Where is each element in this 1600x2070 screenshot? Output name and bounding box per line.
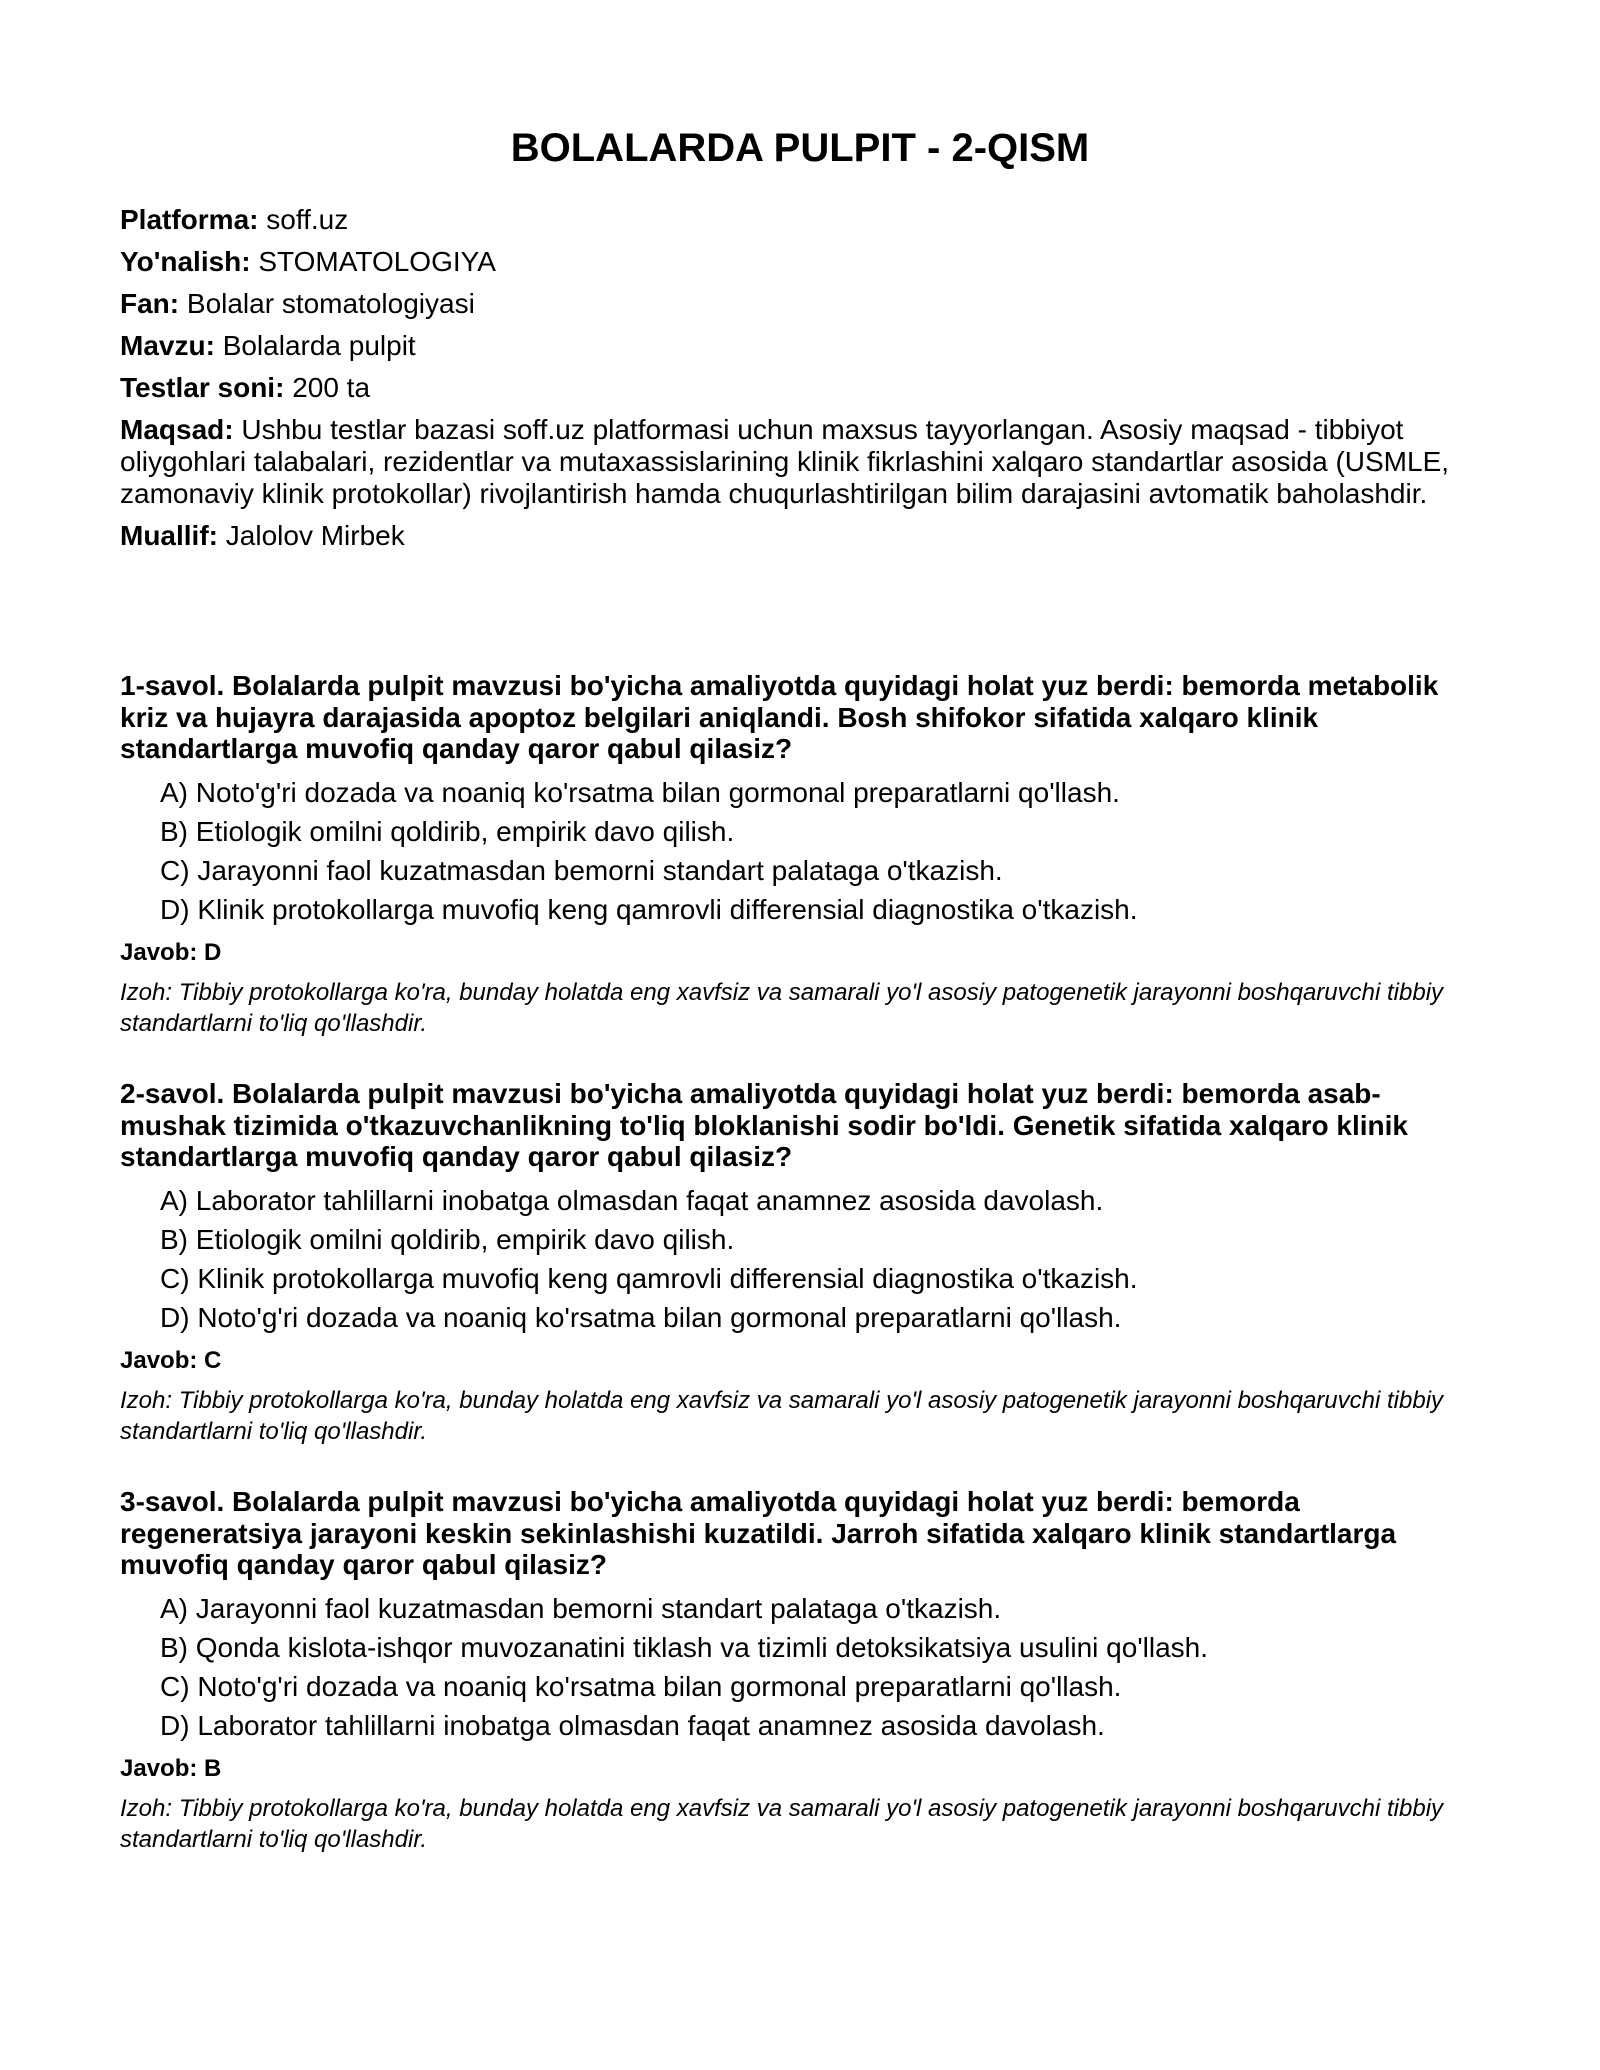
document-title: BOLALARDA PULPIT - 2-QISM (510, 126, 1090, 170)
question-text: 3-savol. Bolalarda pulpit mavzusi bo'yicha amaliyotda quyidagi holat yuz berdi: bemorda regeneratsiya jarayoni keskin sekinlashishi kuzatildi. Jarroh sifatida xalqaro klinik standartlarga muvofiq qanday qaror qabul qilasiz? (120, 1486, 1397, 1580)
option-a: A) Laborator tahlillarni inobatga olmasdan faqat anamnez asosida davolash. (160, 1184, 1104, 1216)
explanation: Izoh: Tibbiy protokollarga ko'ra, bunday holatda eng xavfsiz va samarali yo'l asosiy patogenetik jarayonni boshqaruvchi tibbiy standartlarni to'liq qo'llashdir. (120, 978, 1444, 1037)
option-list (120, 777, 1480, 925)
answer-key: Javob: B (120, 1754, 222, 1782)
meta-value: soff.uz (266, 204, 349, 235)
meta-label: Muallif: (120, 520, 218, 551)
option-c: C) Klinik protokollarga muvofiq keng qamrovli differensial diagnostika o'tkazish. (160, 1262, 1138, 1294)
meta-value: Bolalarda pulpit (222, 330, 416, 361)
meta-label: Testlar soni: (120, 372, 285, 403)
explanation: Izoh: Tibbiy protokollarga ko'ra, bunday holatda eng xavfsiz va samarali yo'l asosiy patogenetik jarayonni boshqaruvchi tibbiy standartlarni to'liq qo'llashdir. (120, 1386, 1444, 1445)
meta-label: Platforma: (120, 204, 259, 235)
meta-test-count (120, 372, 1480, 404)
meta-topic (120, 330, 1480, 362)
option-a: A) Noto'g'ri dozada va noaniq ko'rsatma bilan gormonal preparatlarni qo'llash. (160, 776, 1120, 808)
option-list (120, 1185, 1480, 1333)
meta-value: 200 ta (292, 372, 371, 403)
explanation: Izoh: Tibbiy protokollarga ko'ra, bunday holatda eng xavfsiz va samarali yo'l asosiy patogenetik jarayonni boshqaruvchi tibbiy standartlarni to'liq qo'llashdir. (120, 1794, 1444, 1853)
meta-author (120, 520, 1480, 552)
meta-direction (120, 246, 1480, 278)
question-3 (120, 1486, 1480, 1894)
option-b: B) Etiologik omilni qoldirib, empirik davo qilish. (160, 815, 735, 847)
meta-label: Mavzu: (120, 330, 215, 361)
option-d: D) Noto'g'ri dozada va noaniq ko'rsatma bilan gormonal preparatlarni qo'llash. (160, 1301, 1122, 1333)
meta-label: Fan: (120, 288, 180, 319)
option-c: C) Noto'g'ri dozada va noaniq ko'rsatma bilan gormonal preparatlarni qo'llash. (160, 1670, 1122, 1702)
meta-platform (120, 204, 1480, 236)
option-d: D) Klinik protokollarga muvofiq keng qamrovli differensial diagnostika o'tkazish. (160, 893, 1138, 925)
meta-value: Bolalar stomatologiyasi (186, 288, 475, 319)
meta-label: Maqsad: (120, 414, 234, 445)
meta-label: Yo'nalish: (120, 246, 251, 277)
document-meta (120, 204, 1480, 562)
option-b: B) Etiologik omilni qoldirib, empirik davo qilish. (160, 1223, 735, 1255)
meta-value: STOMATOLOGIYA (258, 246, 496, 277)
meta-value: Ushbu testlar bazasi soff.uz platformasi uchun maxsus tayyorlangan. Asosiy maqsad - tibbiyot oliygohlari talabalari, rezidentlar va mutaxassislarining klinik fikrlashini xalqaro standartlar asosida (USMLE, zamonaviy klinik protokollar) rivojlantirish hamda chuqurlashtirilgan bilim darajasini avtomatik baholashdir. (120, 414, 1450, 509)
question-1 (120, 670, 1480, 1078)
question-list (120, 670, 1480, 1894)
meta-goal (120, 414, 1480, 510)
meta-subject (120, 288, 1480, 320)
question-text: 1-savol. Bolalarda pulpit mavzusi bo'yicha amaliyotda quyidagi holat yuz berdi: bemorda metabolik kriz va hujayra darajasida apoptoz belgilari aniqlandi. Bosh shifokor sifatida xalqaro klinik standartlarga muvofiq qanday qaror qabul qilasiz? (120, 670, 1439, 764)
question-text: 2-savol. Bolalarda pulpit mavzusi bo'yicha amaliyotda quyidagi holat yuz berdi: bemorda asab-mushak tizimida o'tkazuvchanlikning to'liq bloklanishi sodir bo'ldi. Genetik sifatida xalqaro klinik standartlarga muvofiq qanday qaror qabul qilasiz? (120, 1078, 1408, 1172)
answer-key: Javob: D (120, 938, 222, 966)
question-2 (120, 1078, 1480, 1486)
option-a: A) Jarayonni faol kuzatmasdan bemorni standart palataga o'tkazish. (160, 1592, 1002, 1624)
option-list (120, 1593, 1480, 1741)
option-c: C) Jarayonni faol kuzatmasdan bemorni standart palataga o'tkazish. (160, 854, 1003, 886)
option-b: B) Qonda kislota-ishqor muvozanatini tiklash va tizimli detoksikatsiya usulini qo'llash. (160, 1631, 1209, 1663)
meta-value: Jalolov Mirbek (225, 520, 405, 551)
option-d: D) Laborator tahlillarni inobatga olmasdan faqat anamnez asosida davolash. (160, 1709, 1105, 1741)
answer-key: Javob: C (120, 1346, 222, 1374)
